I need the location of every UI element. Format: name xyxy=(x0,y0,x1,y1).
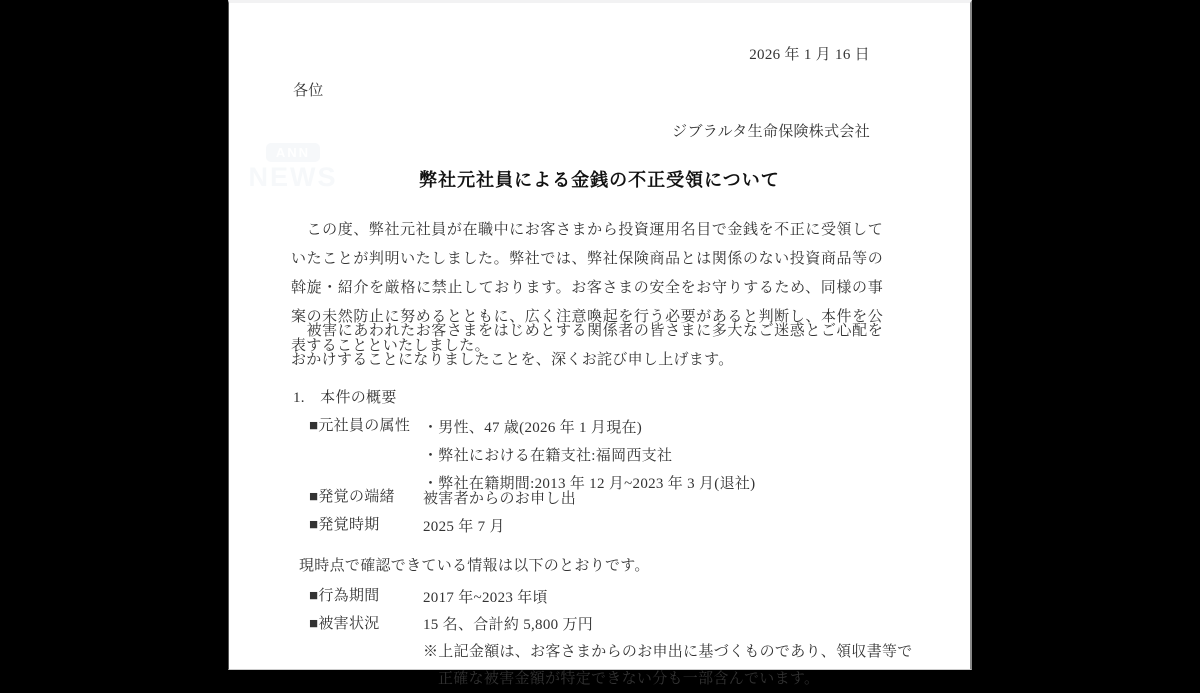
def-label: ■被害状況 xyxy=(309,616,380,632)
def-value-line: ・弊社における在籍支社:福岡西支社 xyxy=(423,448,673,464)
section-1-heading: 1. 本件の概要 xyxy=(293,390,397,406)
salutation: 各位 xyxy=(293,83,324,99)
body-paragraph-2: 被害にあわれたお客さまをはじめとする関係者の皆さまに多大なご迷惑とご心配をおかけすることになりましたことを、深くお詫び申し上げます。 xyxy=(291,323,883,368)
body-paragraph-1: この度、弊社元社員が在職中にお客さまから投資運用名目で金銭を不正に受領していたことが判明いたしました。弊社では、弊社保険商品とは関係のない投資商品等の斡旋・紹介を厳格に禁止しております。お客さまの安全をお守りするため、同様の事案の未然防止に努めるとともに、広く注意喚起を行う必要があると判断し、本件を公表することといたしました。 xyxy=(291,222,883,354)
def-row-discovery-time xyxy=(309,513,909,541)
def-row-damage-status xyxy=(309,612,929,693)
company-name: ジブラルタ生命保険株式会社 xyxy=(672,124,870,140)
def-value-footnote: ※上記金額は、お客さまからのお申出に基づくものであり、領収書等で xyxy=(423,644,913,660)
def-value-line: 2025 年 7 月 xyxy=(423,519,505,535)
def-values xyxy=(423,513,909,541)
def-values xyxy=(423,485,909,513)
def-values xyxy=(423,612,929,693)
def-value-line: ・男性、47 歳(2026 年 1 月現在) xyxy=(423,420,643,436)
def-row-discovery-trigger xyxy=(309,485,909,513)
def-value-line: 2017 年~2023 年頃 xyxy=(423,590,548,606)
document-page xyxy=(228,0,972,687)
document-title: 弊社元社員による金銭の不正受領について xyxy=(419,170,780,190)
news-watermark-text: NEWS xyxy=(248,162,338,192)
def-label: ■発覚時期 xyxy=(309,517,380,533)
def-values xyxy=(423,584,909,612)
document-date: 2026 年 1 月 16 日 xyxy=(749,47,870,63)
def-label: ■発覚の端緒 xyxy=(309,489,395,505)
def-label: ■元社員の属性 xyxy=(309,418,411,434)
def-value-line: 15 名、合計約 5,800 万円 xyxy=(423,617,594,633)
def-value-line: 被害者からのお申し出 xyxy=(423,491,577,507)
news-watermark-logo: ANN xyxy=(266,143,320,162)
def-row-conduct-period xyxy=(309,584,909,612)
current-info-note: 現時点で確認できている情報は以下のとおりです。 xyxy=(299,558,650,574)
def-label: ■行為期間 xyxy=(309,588,380,604)
def-value-footnote: 正確な被害金額が特定できない分も一部含んでいます。 xyxy=(438,671,820,687)
def-value-line: ・弊社在籍期間:2013 年 12 月~2023 年 3 月(退社) xyxy=(423,476,756,492)
